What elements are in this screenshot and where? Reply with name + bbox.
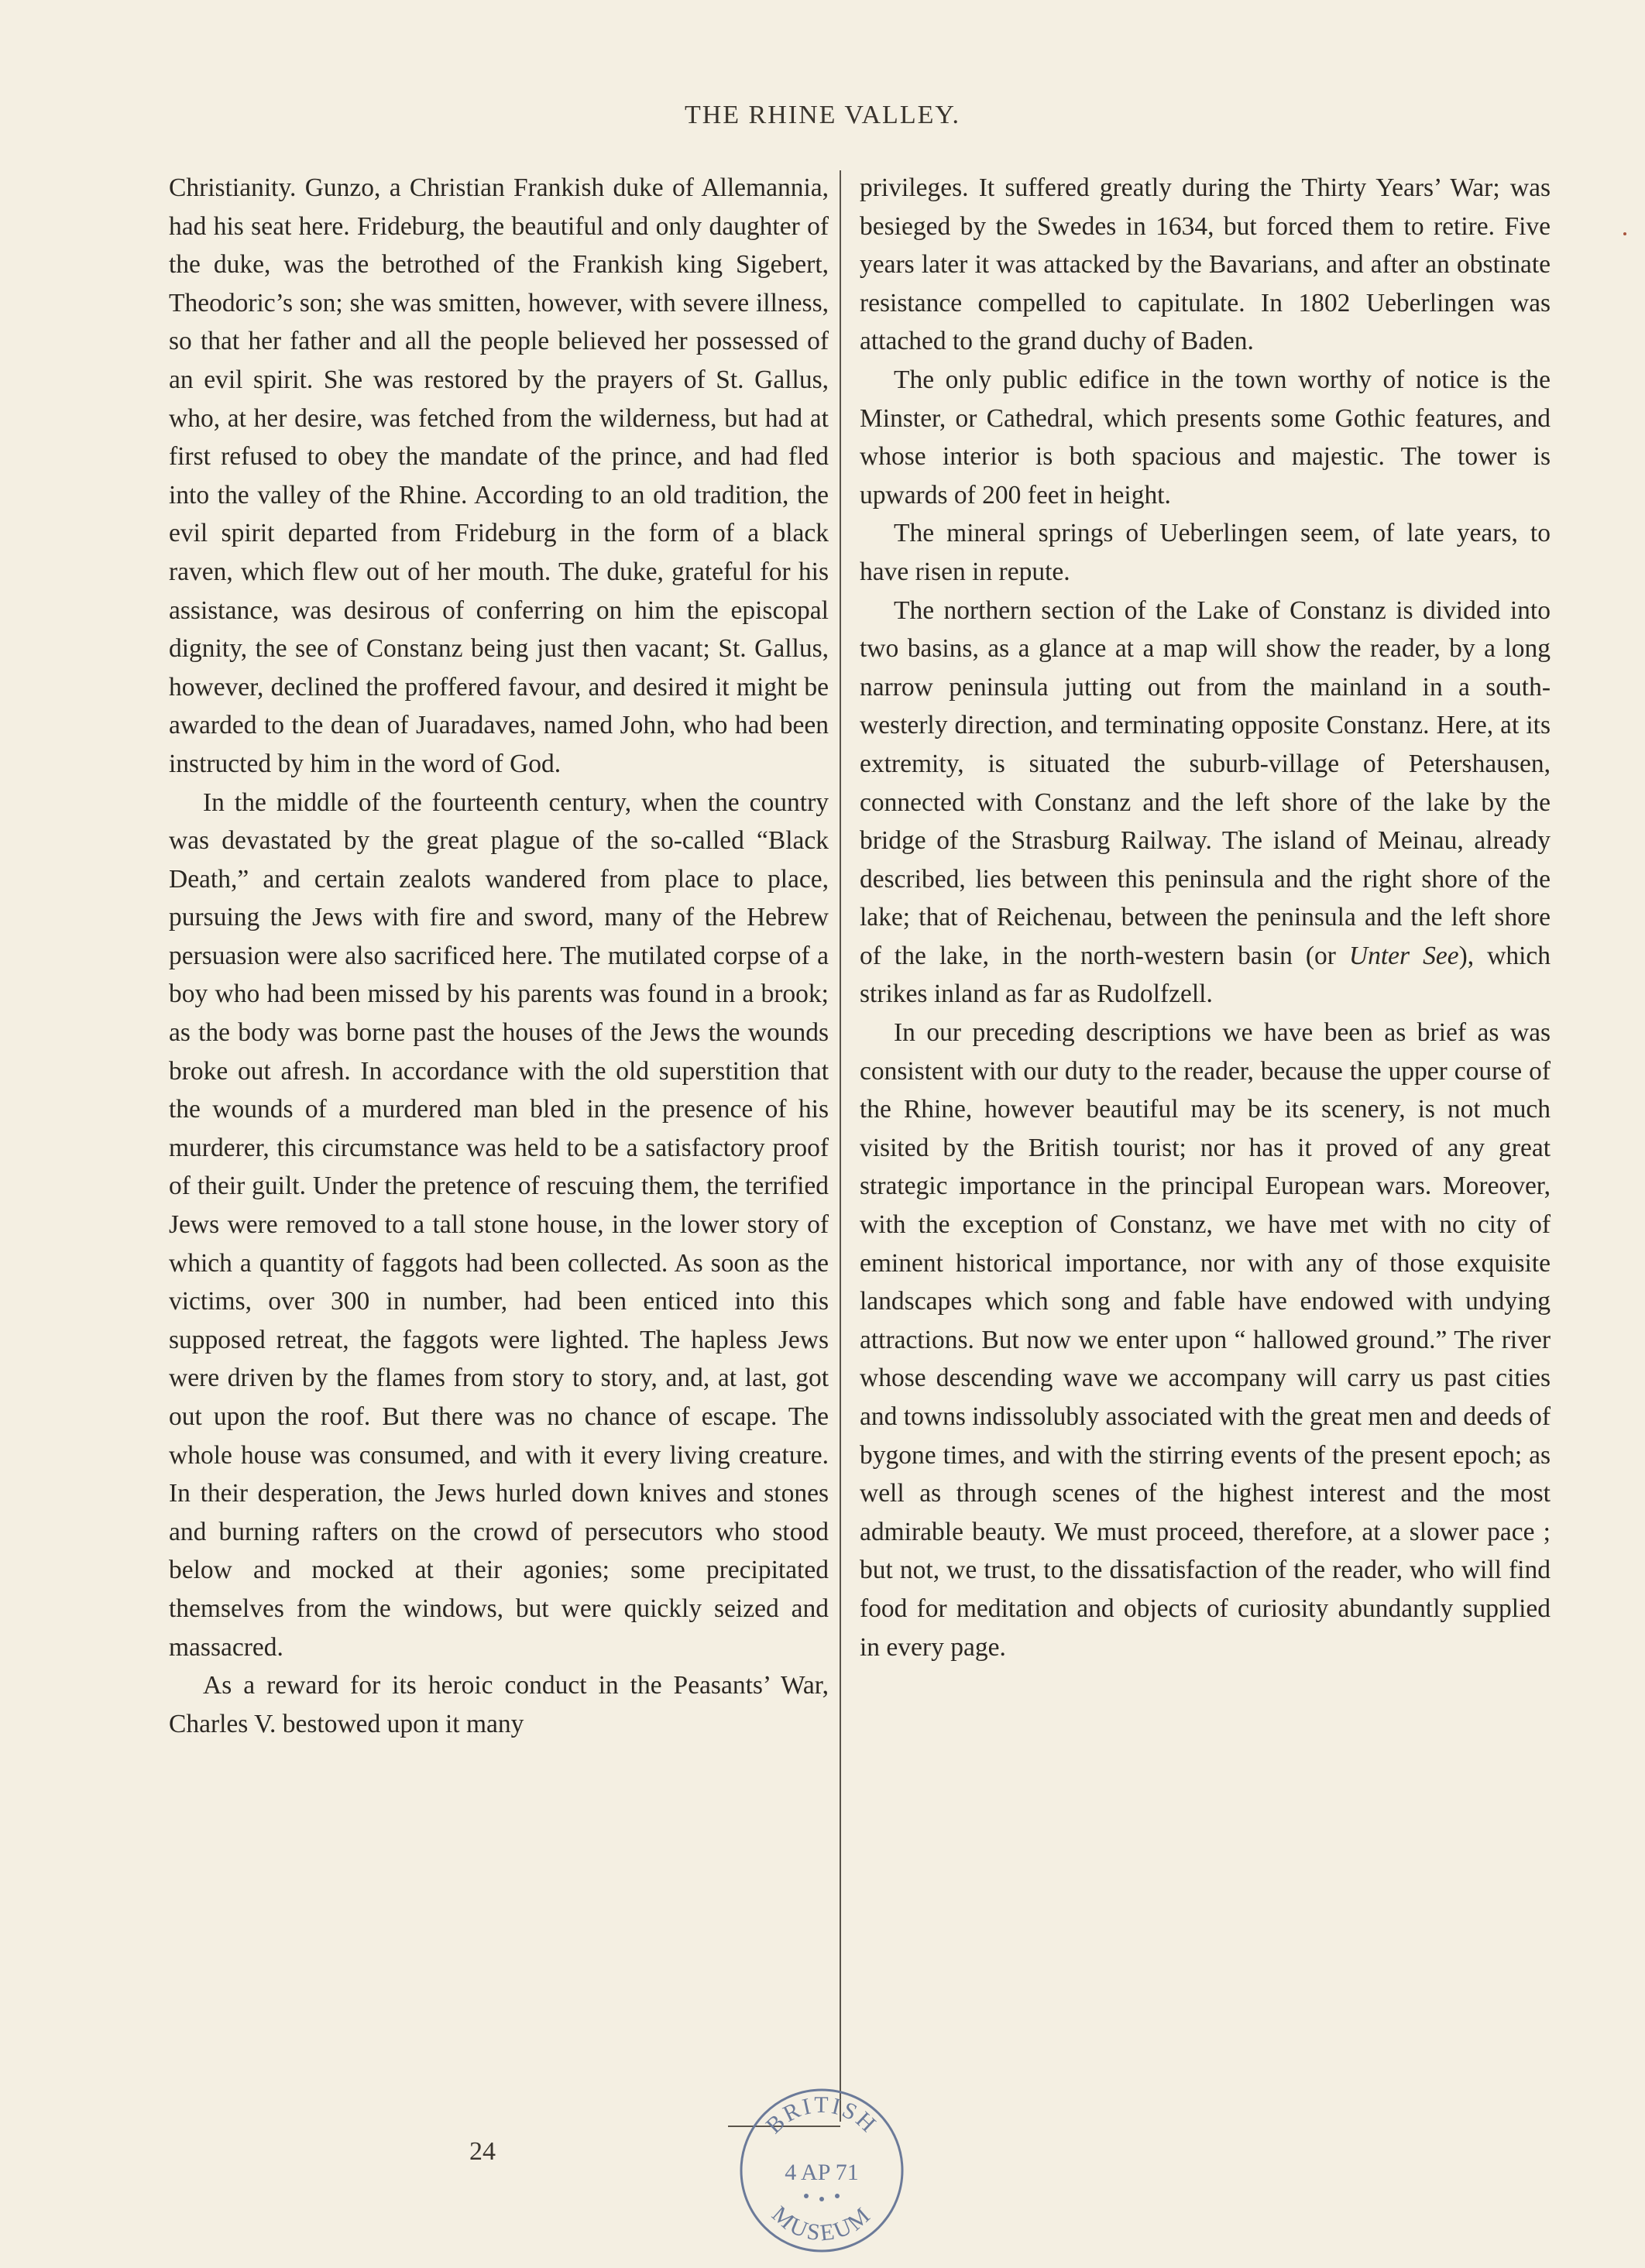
- british-museum-stamp-icon: [734, 2083, 909, 2258]
- left-paragraph-2: In the middle of the fourteenth century, when the country was devastated by the great plague of the so-called “Black Death,” and certain zealots wandered from place to place, pursuing the Jews with fire and sword, many of the Hebrew persuasion were also sacrificed here. The mutilated corpse of a boy who had been missed by his parents was found in a brook; as the body was borne past the houses of the Jews the wounds broke out afresh. In accordance with the old superstition that the wounds of a murdered man bled in the presence of his murderer, this circumstance was held to be a satisfactory proof of their guilt. Under the pretence of rescuing them, the terrified Jews were removed to a tall stone house, in the lower story of which a quantity of faggots had been collected. As soon as the victims, over 300 in number, had been enticed into this supposed retreat, the faggots were lighted. The hapless Jews were driven by the flames from story to story, and, at last, got out upon the roof. But there was no chance of escape. The whole house was consumed, and with it every living creature. In their desperation, the Jews hurled down knives and stones and burning rafters on the crowd of persecutors who stood below and mocked at their agonies; some precipitated themselves from the windows, but were quickly seized and massacred.: [169, 787, 829, 1662]
- right-paragraph-1: privileges. It suffered greatly during the Thirty Years’ War; was besieged by the Swedes in 1634, but forced them to retire. Five years later it was attacked by the Bavarians, and after an obstinate resistance compelled to capitulate. In 1802 Ueberlingen was attached to the grand duchy of Baden.: [860, 173, 1551, 356]
- stamp-bottom-text: MUSEUM: [767, 2201, 877, 2246]
- right-paragraph-4: [860, 592, 1551, 1014]
- right-paragraph-5: In our preceding descriptions we have been as brief as was consistent with our duty to the reader, because the upper course of the Rhine, however beautiful may be its scenery, is not much visited by the British tourist; nor has it proved of any great strategic importance in the principal European wars. Moreover, with the exception of Constanz, we have met with no city of eminent historical importance, nor with any of those exquisite landscapes which song and fable have endowed with undying attractions. But now we enter upon “ hallowed ground.” The river whose descending wave we accompany will carry us past cities and towns indissolubly associated with the great men and deeds of bygone times, and with the stirring events of the present epoch; as well as through scenes of the highest interest and the most admirable beauty. We must proceed, therefore, at a slower pace ; but not, we trust, to the dissatisfaction of the reader, who will find food for meditation and objects of curiosity abundantly supplied in every page.: [860, 1018, 1551, 1662]
- running-title: THE RHINE VALLEY.: [684, 101, 961, 129]
- ink-speck: [1623, 232, 1626, 235]
- unter-see-italic: Unter See: [1348, 941, 1459, 970]
- page-number: 24: [469, 2137, 496, 2166]
- right-paragraph-3: The mineral springs of Ueberlingen seem, of late years, to have risen in repute.: [860, 519, 1551, 586]
- stamp-date: 4 AP 71: [785, 2160, 859, 2185]
- right-paragraph-4-part-a: The northern section of the Lake of Constanz is divided into two basins, as a glance at a map will show the reader, by a long narrow peninsula jutting out from the mainland in a south-westerly direction, and terminating opposite Constanz. Here, at its extremity, is situated the suburb-village of Petershausen, connected with Constanz and the left shore of the lake by the bridge of the Strasburg Railway. The island of Meinau, already described, lies between this peninsula and the right shore of the lake; that of Reichenau, between the peninsula and the left shore of the lake, in the north-western basin (or: [860, 595, 1551, 970]
- right-paragraph-2: The only public edifice in the town worthy of notice is the Minster, or Cathedral, which presents some Gothic features, and whose interior is both spacious and majestic. The tower is upwards of 200 feet in height.: [860, 365, 1551, 510]
- right-column: [860, 169, 1551, 1666]
- stamp-top-text: BRITISH: [761, 2091, 883, 2139]
- right-paragraph-4-part-b: ), which strikes inland as far as Rudolfzell.: [860, 941, 1551, 1009]
- left-paragraph-3: As a reward for its heroic conduct in the Peasants’ War, Charles V. bestowed upon it many: [169, 1671, 829, 1738]
- column-divider: [840, 170, 841, 2122]
- left-column: [169, 169, 829, 1743]
- left-paragraph-1: Christianity. Gunzo, a Christian Frankish duke of Allemannia, had his seat here. Frideburg, the beautiful and only daughter of the duke, was the betrothed of the Frankish king Sigebert, Theodoric’s son; she was smitten, however, with severe illness, so that her father and all the people believed her possessed of an evil spirit. She was restored by the prayers of St. Gallus, who, at her desire, was fetched from the wilderness, but had at first refused to obey the mandate of the prince, and had fled into the valley of the Rhine. According to an old tradition, the evil spirit departed from Frideburg in the form of a black raven, which flew out of her mouth. The duke, grateful for his assistance, was desirous of conferring on him the episcopal dignity, the see of Constanz being just then vacant; St. Gallus, however, declined the proffered favour, and desired it might be awarded to the dean of Juaradaves, named John, who had been instructed by him in the word of God.: [169, 173, 829, 778]
